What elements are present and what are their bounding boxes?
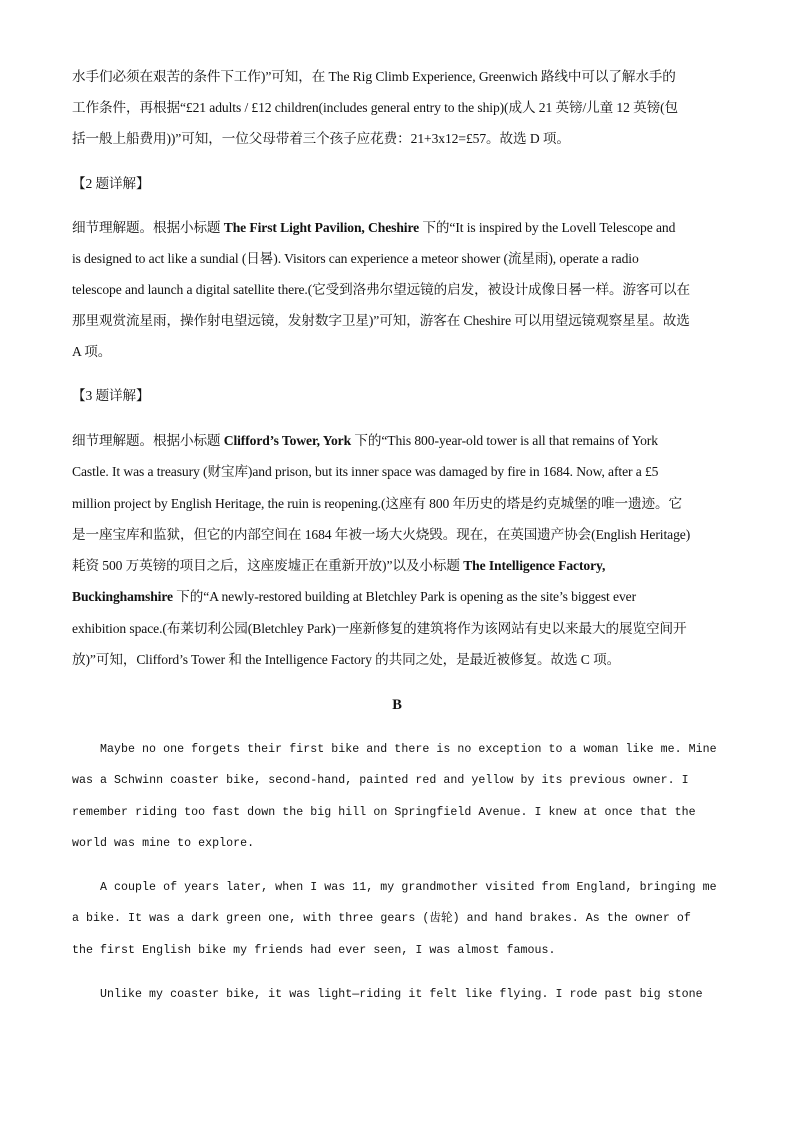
passage-p2-line-1: A couple of years later, when I was 11, my grandmother visited from England, bringing me <box>100 881 717 894</box>
passage-p1-line-4: world was mine to explore. <box>72 837 255 850</box>
q3-line-3: million project by English Heritage, the ruin is reopening.(这座有 800 年历史的塔是约克城堡的唯一遗迹。它 <box>72 496 682 511</box>
q3-line-1: 细节理解题。根据小标题 Clifford’s Tower, York 下的“This 800-year-old tower is all that remains of York <box>72 433 658 448</box>
q2-line-2: is designed to act like a sundial (日晷). Visitors can experience a meteor shower (流星雨), operate a radio <box>72 251 639 266</box>
passage-p1-line-3: remember riding too fast down the big hill on Springfield Avenue. I knew at once that the <box>72 806 696 819</box>
q2-line-5: A 项。 <box>72 344 112 359</box>
answer-a-line-3: 括一般上船费用))”可知，一位父母带着三个孩子应花费：21+3x12=£57。故选 D 项。 <box>72 131 570 146</box>
q2-line-3: telescope and launch a digital satellite there.(它受到洛弗尔望远镜的启发，被设计成像日晷一样。游客可以在 <box>72 282 690 297</box>
q2-heading: 【2 题详解】 <box>72 176 150 191</box>
passage-p1-line-2: was a Schwinn coaster bike, second-hand, painted red and yellow by its previous owner. I <box>72 774 689 787</box>
answer-a-line-2: 工作条件，再根据“£21 adults / £12 children(includes general entry to the ship)(成人 21 英镑/儿童 12 英镑(包 <box>72 100 679 115</box>
q2-line-4: 那里观赏流星雨，操作射电望远镜，发射数字卫星)”可知，游客在 Cheshire 可以用望远镜观察星星。故选 <box>72 313 690 328</box>
q3-heading: 【3 题详解】 <box>72 388 150 403</box>
q2-line-1: 细节理解题。根据小标题 The First Light Pavilion, Cheshire 下的“It is inspired by the Lovell Telescope and <box>72 220 676 235</box>
passage-p2-line-3: the first English bike my friends had ever seen, I was almost famous. <box>72 944 556 957</box>
passage-p1-line-1: Maybe no one forgets their first bike and there is no exception to a woman like me. Mine <box>100 743 717 756</box>
passage-p2-line-2: a bike. It was a dark green one, with three gears (齿轮) and hand brakes. As the owner of <box>72 912 691 925</box>
q3-line-4: 是一座宝库和监狱，但它的内部空间在 1684 年被一场大火烧毁。现在，在英国遗产协会(English Heritage) <box>72 527 691 542</box>
section-b-title: B <box>392 697 402 713</box>
q3-line-2: Castle. It was a treasury (财宝库)and prison, but its inner space was damaged by fire in 1684. Now, after a £5 <box>72 464 659 479</box>
q3-line-7: exhibition space.(布莱切利公园(Bletchley Park)一座新修复的建筑将作为该网站有史以来最大的展览空间开 <box>72 621 687 636</box>
answer-a-line-1: 水手们必须在艰苦的条件下工作)”可知，在 The Rig Climb Experience, Greenwich 路线中可以了解水手的 <box>72 69 676 84</box>
passage-p3-line-1: Unlike my coaster bike, it was light—riding it felt like flying. I rode past big stone <box>100 988 703 1001</box>
q3-line-5: 耗资 500 万英镑的项目之后，这座废墟正在重新开放)”以及小标题 The Intelligence Factory, <box>72 558 606 573</box>
q3-line-6: Buckinghamshire 下的“A newly-restored building at Bletchley Park is opening as the site’s biggest ever <box>72 589 637 604</box>
q3-line-8: 放)”可知，Clifford’s Tower 和 the Intelligence Factory 的共同之处，是最近被修复。故选 C 项。 <box>72 652 621 667</box>
